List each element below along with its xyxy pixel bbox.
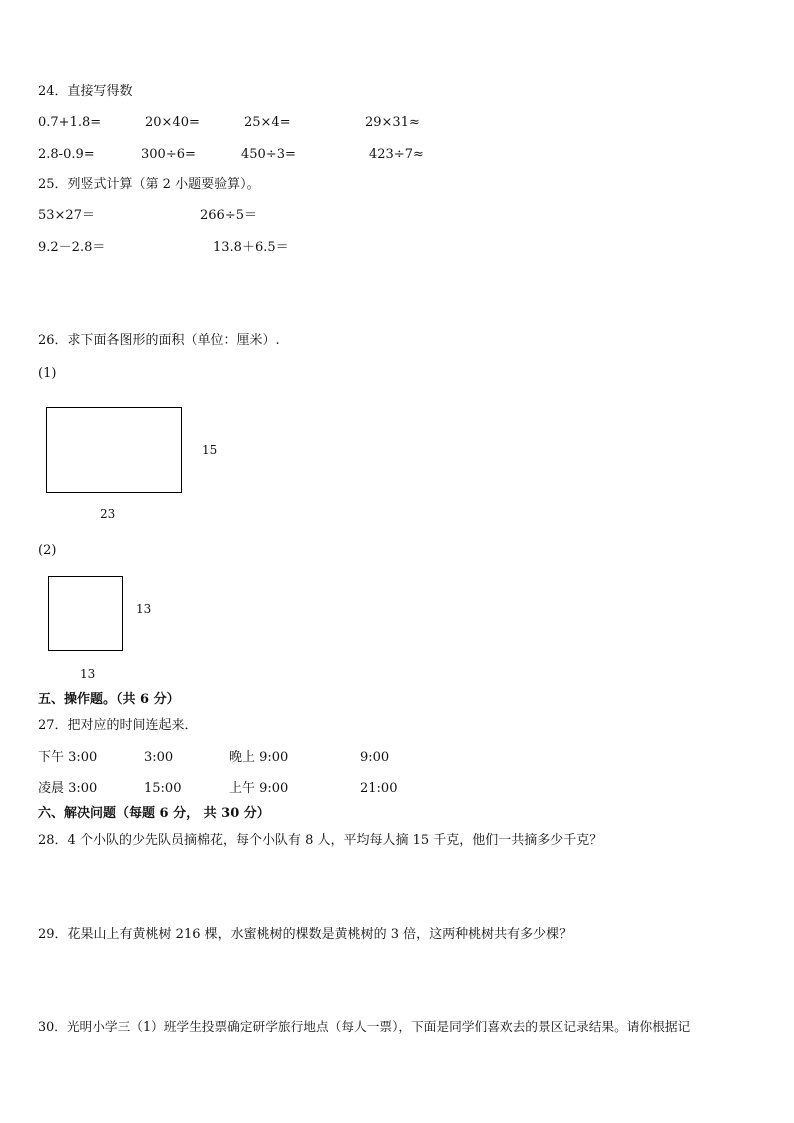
question-27-title: 27．把对应的时间连起来． [38,718,198,733]
section-5-heading: 五、操作题。（共 6 分） [38,692,180,707]
q27-time-3: 晚上 9:00 [229,750,289,765]
q27-time-1: 下午 3:00 [38,750,98,765]
rectangle-height-label: 15 [202,443,218,457]
square-side-label: 13 [136,602,152,616]
q24-item-3: 25×4= [244,115,291,130]
rectangle-figure [46,407,182,493]
rectangle-width-label: 23 [100,507,116,521]
q25-item-4: 13.8＋6.5＝ [213,240,289,255]
q27-time-5: 凌晨 3:00 [38,781,98,796]
q25-item-3: 9.2－2.8＝ [38,240,106,255]
q27-time-7: 上午 9:00 [229,781,289,796]
section-6-heading: 六、解决问题（每题 6 分， 共 30 分） [38,806,270,821]
q24-item-6: 300÷6= [141,147,196,162]
question-28: 28．4 个小队的少先队员摘棉花，每个小队有 8 人，平均每人摘 15 千克，他们一共摘多少千克？ [38,833,603,848]
figure-2-label: (2) [38,543,57,558]
q24-item-8: 423÷7≈ [369,147,424,162]
q24-item-1: 0.7+1.8= [38,115,102,130]
figure-1-label: (1) [38,366,57,381]
q24-item-2: 20×40= [145,115,200,130]
q24-item-7: 450÷3= [241,147,296,162]
q27-time-8: 21:00 [360,781,398,796]
square-figure [48,576,123,651]
q25-item-2: 266÷5＝ [200,208,257,223]
question-26-title: 26．求下面各图形的面积（单位：厘米）. [38,333,280,348]
q25-item-1: 53×27＝ [38,208,95,223]
q27-time-4: 9:00 [360,750,390,765]
question-29: 29．花果山上有黄桃树 216 棵，水蜜桃树的棵数是黄桃树的 3 倍，这两种桃树共有多少棵？ [38,927,573,942]
q27-time-6: 15:00 [144,781,182,796]
square-bottom-label: 13 [80,667,96,681]
question-25-title: 25．列竖式计算（第 2 小题要验算）。 [38,177,260,192]
question-24-title: 24．直接写得数 [38,84,133,99]
q24-item-5: 2.8-0.9= [38,147,95,162]
q24-item-4: 29×31≈ [365,115,420,130]
question-30: 30．光明小学三（1）班学生投票确定研学旅行地点（每人一票），下面是同学们喜欢去的景区记录结果。请你根据记 [38,1019,691,1034]
q27-time-2: 3:00 [144,750,174,765]
